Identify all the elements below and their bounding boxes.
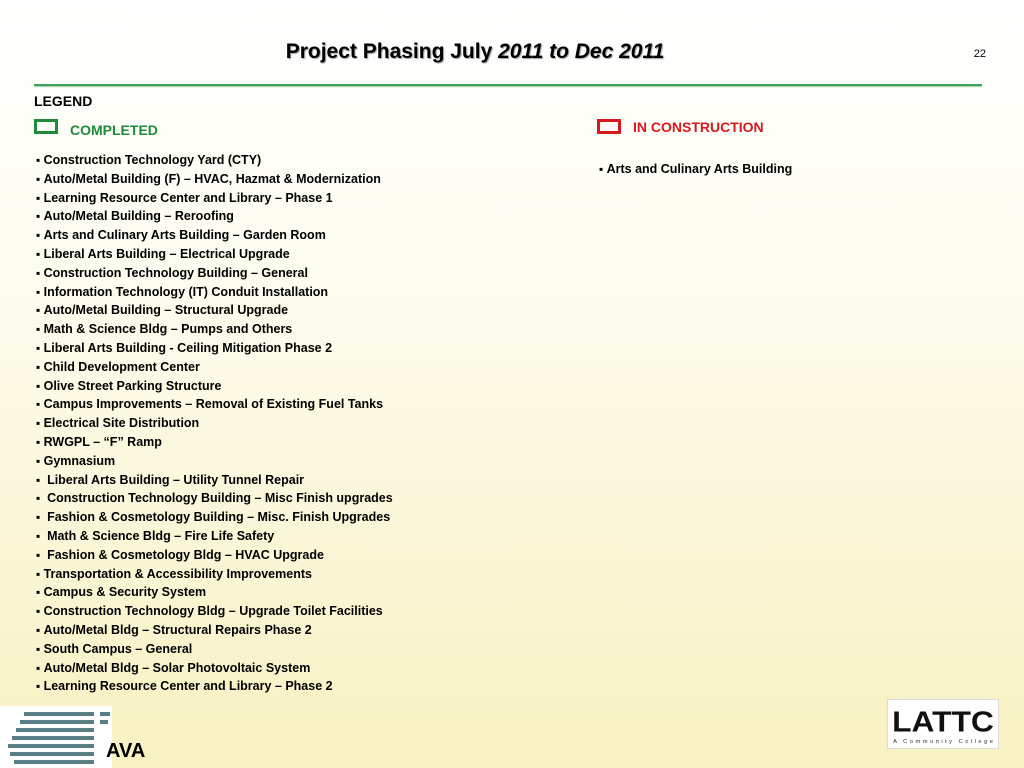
list-item: ▪ Olive Street Parking Structure <box>36 377 393 396</box>
list-item: ▪ Auto/Metal Building (F) – HVAC, Hazmat & Modernization <box>36 170 393 189</box>
title-part-2: 2011 to Dec 2011 <box>498 40 665 63</box>
list-item: ▪ Math & Science Bldg – Pumps and Others <box>36 320 393 339</box>
list-item: ▪ Transportation & Accessibility Improvements <box>36 565 393 584</box>
list-item: ▪ Information Technology (IT) Conduit Installation <box>36 283 393 302</box>
list-item: ▪ Construction Technology Bldg – Upgrade Toilet Facilities <box>36 602 393 621</box>
list-item: ▪ Liberal Arts Building – Utility Tunnel Repair <box>36 471 393 490</box>
list-item: ▪ Liberal Arts Building – Electrical Upgrade <box>36 245 393 264</box>
list-item: ▪ Auto/Metal Bldg – Structural Repairs Phase 2 <box>36 621 393 640</box>
slide-title <box>0 40 950 64</box>
list-item: ▪ Arts and Culinary Arts Building – Garden Room <box>36 226 393 245</box>
list-item: ▪ Construction Technology Yard (CTY) <box>36 151 393 170</box>
list-item: ▪ Learning Resource Center and Library – Phase 2 <box>36 677 393 696</box>
list-item: ▪ Learning Resource Center and Library – Phase 1 <box>36 189 393 208</box>
in-construction-legend-label: IN CONSTRUCTION <box>633 119 764 135</box>
list-item: ▪ Construction Technology Building – Misc Finish upgrades <box>36 489 393 508</box>
completed-swatch <box>34 119 58 134</box>
list-item: ▪ Math & Science Bldg – Fire Life Safety <box>36 527 393 546</box>
list-item: ▪ Liberal Arts Building - Ceiling Mitigation Phase 2 <box>36 339 393 358</box>
list-item: ▪ South Campus – General <box>36 640 393 659</box>
list-item: ▪ Auto/Metal Building – Reroofing <box>36 207 393 226</box>
ava-logo <box>0 706 160 768</box>
lattc-tagline: A Community College <box>893 739 993 746</box>
in-construction-list <box>599 160 792 179</box>
list-item: ▪ Fashion & Cosmetology Bldg – HVAC Upgrade <box>36 546 393 565</box>
title-part-1: Project Phasing July <box>285 40 499 63</box>
list-item: ▪ Auto/Metal Bldg – Solar Photovoltaic System <box>36 659 393 678</box>
list-item: ▪ RWGPL – “F” Ramp <box>36 433 393 452</box>
list-item: ▪ Arts and Culinary Arts Building <box>599 160 792 179</box>
list-item: ▪ Construction Technology Building – General <box>36 264 393 283</box>
list-item: ▪ Electrical Site Distribution <box>36 414 393 433</box>
list-item: ▪ Fashion & Cosmetology Building – Misc. Finish Upgrades <box>36 508 393 527</box>
lattc-logo <box>887 699 999 749</box>
completed-list <box>36 151 393 696</box>
title-divider <box>34 84 982 86</box>
slide-number: 22 <box>973 48 986 60</box>
list-item: ▪ Campus Improvements – Removal of Existing Fuel Tanks <box>36 395 393 414</box>
in-construction-swatch <box>597 119 621 134</box>
list-item: ▪ Campus & Security System <box>36 583 393 602</box>
lattc-logo-text: LATTC <box>892 706 995 739</box>
list-item: ▪ Gymnasium <box>36 452 393 471</box>
list-item: ▪ Auto/Metal Building – Structural Upgrade <box>36 301 393 320</box>
ava-logo-text: AVA <box>106 740 146 762</box>
legend-heading: LEGEND <box>34 93 93 109</box>
completed-legend-label: COMPLETED <box>70 122 158 138</box>
list-item: ▪ Child Development Center <box>36 358 393 377</box>
